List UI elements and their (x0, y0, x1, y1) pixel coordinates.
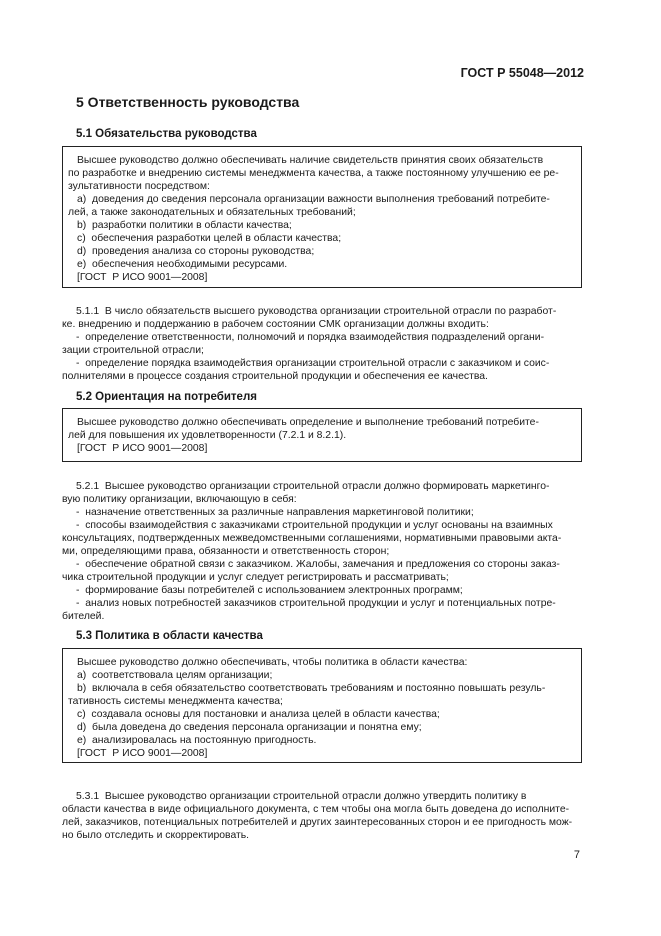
paragraph-5-2-1 (62, 481, 582, 626)
text-line: - определение порядка взаимодействия организации строительной отрасли с заказчиком и соис- (76, 358, 550, 369)
subsection-title-5-2: 5.2 Ориентация на потребителя (76, 391, 257, 403)
box-line: по разработке и внедрению системы менеджмента качества, а также постоянному улучшению ее ре- (68, 168, 559, 179)
text-line: вую политику организации, включающую в себя: (62, 494, 297, 505)
subsection-title-5-3: 5.3 Политика в области качества (76, 630, 263, 642)
box-line: a) доведения до сведения персонала организации важности выполнения требований потребите- (77, 194, 550, 205)
box-line: d) проведения анализа со стороны руководства; (77, 246, 315, 257)
box-line: [ГОСТ Р ИСО 9001—2008] (77, 272, 208, 283)
document-code: ГОСТ Р 55048—2012 (460, 66, 584, 80)
text-line: ми, определяющими права, обязанности и ответственность сторон; (62, 546, 390, 557)
box-line: a) соответствовала целям организации; (77, 670, 273, 681)
box-line: c) обеспечения разработки целей в области качества; (77, 233, 342, 244)
paragraph-5-3-1 (62, 791, 582, 846)
text-line: консультациях, подтвержденных межведомственными соглашениями, нормативными правовыми акта- (62, 533, 562, 544)
text-line: полнителями в процессе создания строительной продукции и обеспечения ее качества. (62, 371, 488, 382)
box-line: e) анализировалась на постоянную пригодность. (77, 735, 317, 746)
text-line: - формирование базы потребителей с использованием электронных программ; (76, 585, 463, 596)
text-line: - назначение ответственных за различные направления маркетинговой политики; (76, 507, 474, 518)
text-line: - определение ответственности, полномочий и порядка взаимодействия подразделений органи- (76, 332, 545, 343)
box-line: лей, а также законодательных и обязательных требований; (68, 207, 356, 218)
page-number: 7 (573, 849, 580, 861)
box-line: лей для повышения их удовлетворенности (7.2.1 и 8.2.1). (68, 430, 347, 441)
text-line: бителей. (62, 611, 105, 622)
box-line: Высшее руководство должно обеспечивать наличие свидетельств принятия своих обязательств (77, 155, 544, 166)
paragraph-5-1-1 (62, 306, 582, 386)
text-line: чика строительной продукции и услуг следует регистрировать и рассматривать; (62, 572, 449, 583)
text-line: но было отследить и скорректировать. (62, 830, 250, 841)
box-line: b) включала в себя обязательство соответствовать требованиям и постоянно повышать резуль- (77, 683, 546, 694)
text-line: области качества в виде официального документа, с тем чтобы она могла быть доведена до исполните- (62, 804, 570, 815)
box-line: зультативности посредством: (68, 181, 210, 192)
requirement-box-5-2 (62, 408, 582, 462)
text-line: лей, заказчиков, потенциальных потребителей и других заинтересованных сторон и ее пригодность мож- (62, 817, 573, 828)
box-line: [ГОСТ Р ИСО 9001—2008] (77, 443, 208, 454)
box-line: Высшее руководство должно обеспечивать, чтобы политика в области качества: (77, 657, 468, 668)
text-line: зации строительной отрасли; (62, 345, 204, 356)
subsection-title-5-1: 5.1 Обязательства руководства (76, 128, 257, 140)
section-title: 5 Ответственность руководства (76, 94, 300, 110)
requirement-box-5-3 (62, 648, 582, 763)
box-line: тативность системы менеджмента качества; (68, 696, 283, 707)
box-line: Высшее руководство должно обеспечивать определение и выполнение требований потребите- (77, 417, 539, 428)
box-line: [ГОСТ Р ИСО 9001—2008] (77, 748, 208, 759)
box-line: b) разработки политики в области качества; (77, 220, 292, 231)
box-line: e) обеспечения необходимыми ресурсами. (77, 259, 288, 270)
box-line: c) создавала основы для постановки и анализа целей в области качества; (77, 709, 440, 720)
text-line: 5.2.1 Высшее руководство организации строительной отрасли должно формировать маркетинго- (76, 481, 550, 492)
text-line: 5.3.1 Высшее руководство организации строительной отрасли должно утвердить политику в (76, 791, 527, 802)
box-line: d) была доведена до сведения персонала организации и понятна ему; (77, 722, 422, 733)
text-line: ке. внедрению и поддержанию в рабочем состоянии СМК организации должны входить: (62, 319, 489, 330)
requirement-box-5-1 (62, 146, 582, 288)
text-line: - анализ новых потребностей заказчиков строительной продукции и услуг и потенциальных потре- (76, 598, 556, 609)
text-line: - способы взаимодействия с заказчиками строительной продукции и услуг основаны на взаимных (76, 520, 553, 531)
text-line: - обеспечение обратной связи с заказчиком. Жалобы, замечания и предложения со стороны заказ- (76, 559, 560, 570)
text-line: 5.1.1 В число обязательств высшего руководства организации строительной отрасли по разработ- (76, 306, 557, 317)
